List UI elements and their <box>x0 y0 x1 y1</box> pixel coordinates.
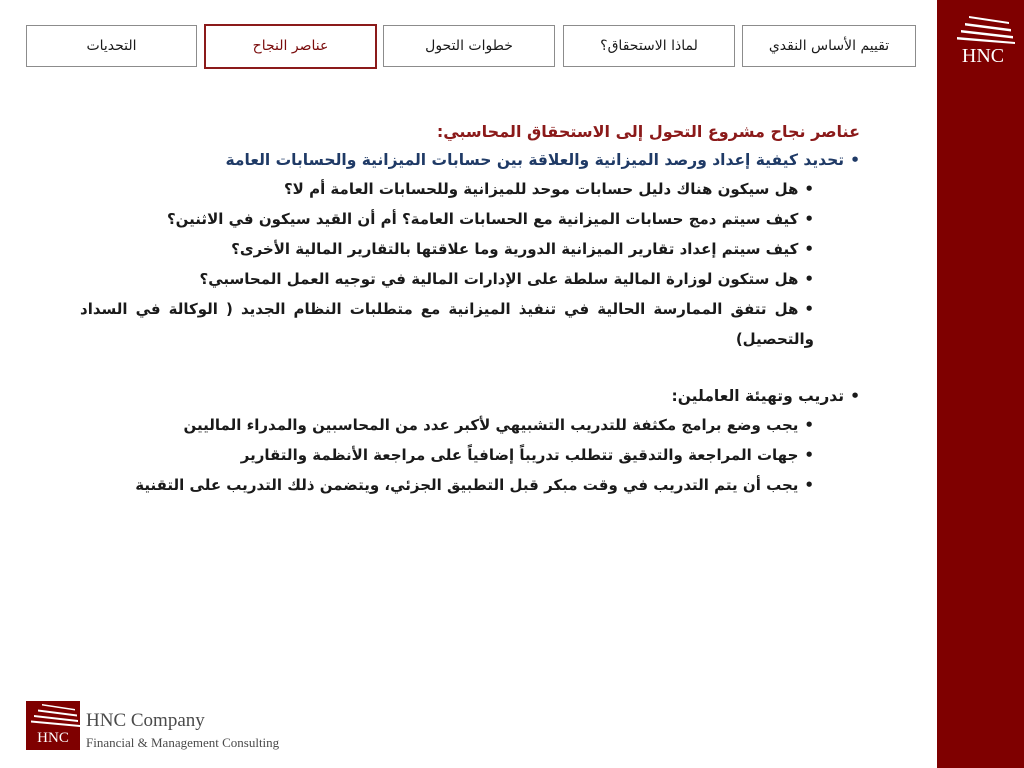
tab-why-accrual[interactable]: لماذا الاستحقاق؟ <box>563 25 735 67</box>
tab-success-elements[interactable]: عناصر النجاح <box>204 24 377 69</box>
footer-hnc-logo <box>26 701 80 750</box>
spacer <box>80 354 860 382</box>
bullet: • <box>804 270 814 288</box>
bullet: • <box>850 151 860 169</box>
bullet: • <box>804 300 814 318</box>
list-item: •كيف سيتم إعداد تقارير الميزانية الدورية وما علاقتها بالتقارير المالية الأخرى؟ <box>80 234 860 264</box>
hnc-logo <box>951 14 1015 70</box>
bullet: • <box>804 476 814 494</box>
tab-transition-steps[interactable]: خطوات التحول <box>383 25 555 67</box>
tab-challenges[interactable]: التحديات <box>26 25 197 67</box>
content-heading: عناصر نجاح مشروع التحول إلى الاستحقاق المحاسبي: <box>436 122 860 141</box>
list-item: •يجب أن يتم التدريب في وقت مبكر قبل التطبيق الجزئي، ويتضمن ذلك التدريب على التقنية <box>80 470 860 500</box>
list-item: •هل سيكون هناك دليل حسابات موحد للميزانية وللحسابات العامة أم لا؟ <box>80 174 860 204</box>
list-item: •هل تتفق الممارسة الحالية في تنفيذ الميزانية مع متطلبات النظام الجديد ( الوكالة في السداد والتحصيل) <box>80 294 860 354</box>
tab-cash-basis-evaluation[interactable]: تقييم الأساس النقدي <box>742 25 916 67</box>
tab-bar <box>26 25 916 69</box>
section-budget-title: •تحديد كيفية إعداد ورصد الميزانية والعلاقة بين حسابات الميزانية والحسابات العامة <box>80 146 860 174</box>
bullet: • <box>850 387 860 405</box>
list-item: •جهات المراجعة والتدقيق تتطلب تدريباً إضافياً على مراجعة الأنظمة والتقارير <box>80 440 860 470</box>
bullet: • <box>804 210 814 228</box>
side-bar <box>937 0 1024 768</box>
footer-company-name: HNC Company <box>86 710 205 731</box>
bullet: • <box>804 416 814 434</box>
slide-content <box>80 118 860 500</box>
footer-logo-text: HNC <box>37 730 69 746</box>
logo-stripes-icon <box>951 14 1015 44</box>
bullet: • <box>804 446 814 464</box>
list-item: •هل ستكون لوزارة المالية سلطة على الإدارات المالية في توجيه العمل المحاسبي؟ <box>80 264 860 294</box>
footer-tagline: Financial & Management Consulting <box>86 735 280 750</box>
list-item: •كيف سيتم دمج حسابات الميزانية مع الحسابات العامة؟ أم أن القيد سيكون في الاثنين؟ <box>80 204 860 234</box>
logo-text: HNC <box>961 45 1005 67</box>
bullet: • <box>804 240 814 258</box>
list-item: •يجب وضع برامج مكثفة للتدريب التشبيهي لأكبر عدد من المحاسبين والمدراء الماليين <box>80 410 860 440</box>
section-training-title: •تدريب وتهيئة العاملين: <box>80 382 860 410</box>
footer-logo-stripes-icon <box>26 701 80 727</box>
bullet: • <box>804 180 814 198</box>
